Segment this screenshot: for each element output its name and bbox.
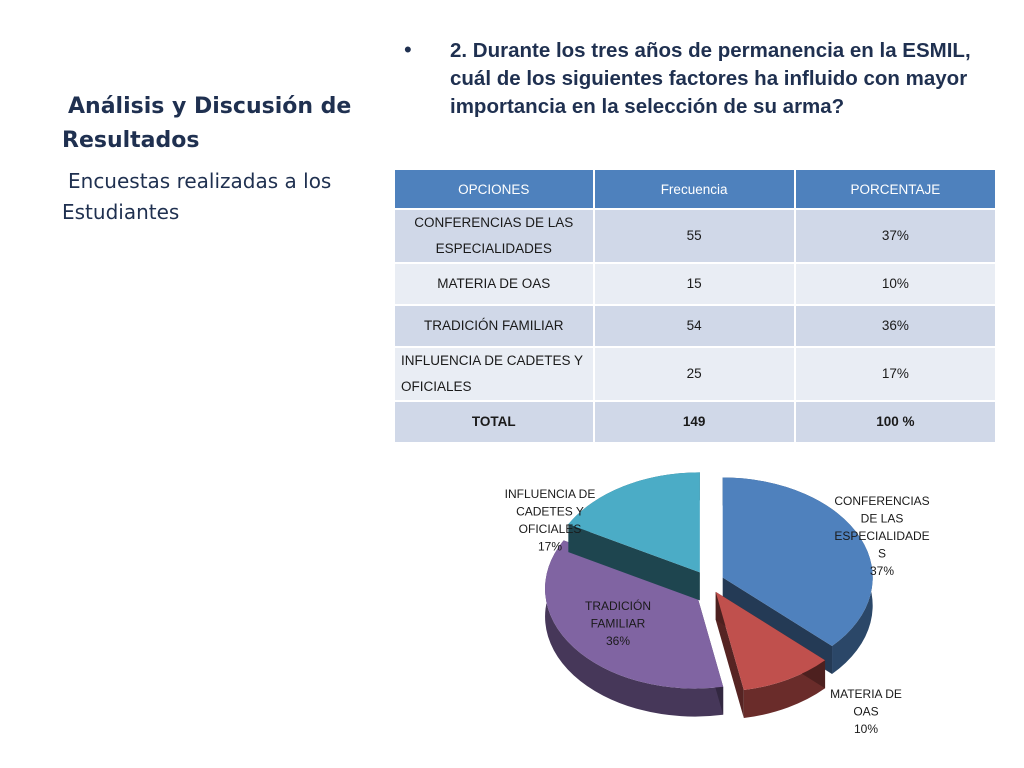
pie-label-1: MATERIA DE OAS 10%: [830, 687, 902, 736]
total-frequency: 149: [594, 401, 795, 443]
row-percent: 17%: [795, 347, 996, 401]
header-options: OPCIONES: [394, 169, 594, 209]
slide-subtitle: Encuestas realizadas a los Estudiantes: [62, 169, 332, 224]
table-total-row: [394, 401, 996, 443]
table-row: [394, 209, 996, 263]
bullet-point: •: [404, 37, 412, 62]
row-percent: 36%: [795, 305, 996, 347]
row-percent: 37%: [795, 209, 996, 263]
pie-label-0: CONFERENCIAS DE LAS ESPECIALIDADE S 37%: [834, 494, 930, 578]
table-row: [394, 305, 996, 347]
table-row: [394, 347, 996, 401]
header-frequency: Frecuencia: [594, 169, 795, 209]
row-option: INFLUENCIA DE CADETES Y OFICIALES: [394, 347, 594, 401]
header-percent: PORCENTAJE: [795, 169, 996, 209]
pie-label-3: INFLUENCIA DE CADETES Y OFICIALES 17%: [504, 487, 596, 554]
question-text: 2. Durante los tres años de permanencia en la ESMIL, cuál de los siguientes factores ha influido con mayor importancia en la selección de su arma?: [450, 39, 971, 118]
row-frequency: 55: [594, 209, 795, 263]
table-row: [394, 263, 996, 305]
slide-title: Análisis y Discusión de Resultados: [62, 94, 352, 153]
table-header-row: [394, 169, 996, 209]
survey-question: [404, 37, 979, 121]
total-percent: 100 %: [795, 401, 996, 443]
results-table: [393, 168, 997, 444]
total-label: TOTAL: [394, 401, 594, 443]
pie-label-2: TRADICIÓN FAMILIAR 36%: [585, 599, 651, 648]
row-percent: 10%: [795, 263, 996, 305]
row-frequency: 15: [594, 263, 795, 305]
row-option: CONFERENCIAS DE LAS ESPECIALIDADES: [394, 209, 594, 263]
row-option: MATERIA DE OAS: [394, 263, 594, 305]
row-frequency: 54: [594, 305, 795, 347]
row-frequency: 25: [594, 347, 795, 401]
row-option: TRADICIÓN FAMILIAR: [394, 305, 594, 347]
pie-chart: [490, 470, 950, 745]
